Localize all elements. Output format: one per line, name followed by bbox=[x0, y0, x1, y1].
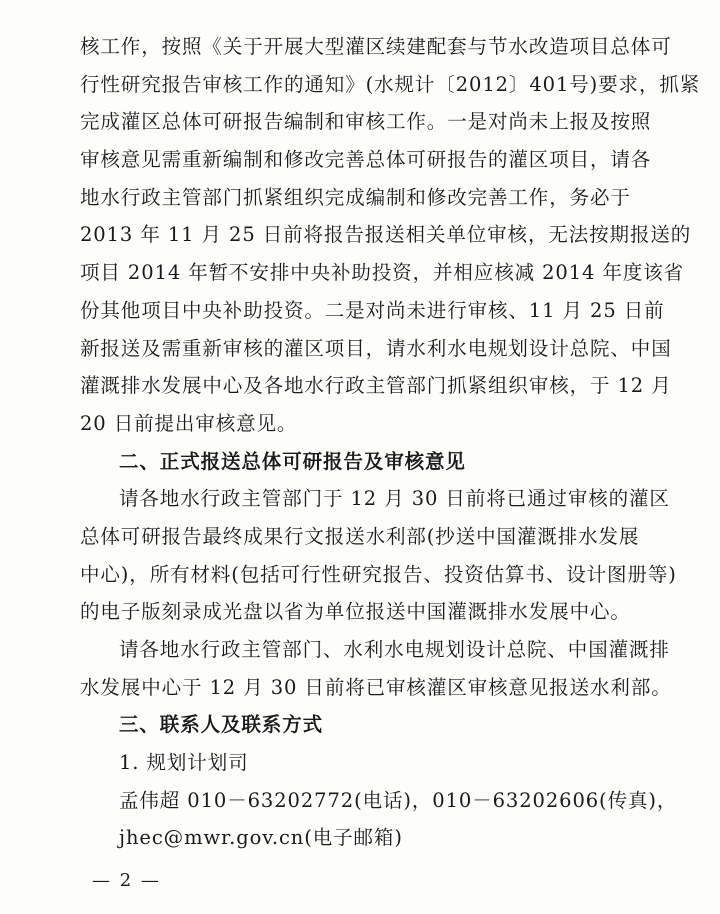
body-text-line: 项目 2014 年暂不安排中央补助投资，并相应核减 2014 年度该省 bbox=[80, 261, 685, 285]
body-text-line: 完成灌区总体可研报告编制和审核工作。一是对尚未上报及按照 bbox=[80, 110, 652, 134]
body-text-line: 核工作，按照《关于开展大型灌区续建配套与节水改造项目总体可 bbox=[80, 35, 672, 58]
body-text-line: 2013 年 11 月 25 日前将报告报送相关单位审核，无法按期报送的 bbox=[80, 223, 692, 247]
section-heading: 二、正式报送总体可研报告及审核意见 bbox=[119, 449, 466, 473]
body-text-line: 地水行政主管部门抓紧组织完成编制和修改完善工作，务必于 bbox=[80, 185, 631, 209]
body-text-line: 审核意见需重新编制和修改完善总体可研报告的灌区项目，请各 bbox=[80, 148, 652, 172]
body-text-line: 总体可研报告最终成果行文报送水利部(抄送中国灌溉排水发展 bbox=[80, 524, 640, 548]
body-text-line: 水发展中心于 12 月 30 日前将已审核灌区审核意见报送水利部。 bbox=[80, 675, 672, 699]
body-text-line: 请各地水行政主管部门、水利水电规划设计总院、中国灌溉排 bbox=[119, 638, 670, 661]
body-text-line: 行性研究报告审核工作的通知》(水规计〔2012〕401号)要求，抓紧 bbox=[80, 72, 701, 96]
page-number: — 2 — bbox=[92, 870, 161, 891]
body-text-line: 请各地水行政主管部门于 12 月 30 日前将已通过审核的灌区 bbox=[119, 487, 670, 511]
document-page bbox=[80, 28, 701, 857]
body-text-line: 份其他项目中央补助投资。二是对尚未进行审核、11 月 25 日前 bbox=[80, 298, 665, 322]
body-text-line: 的电子版刻录成光盘以省为单位报送中国灌溉排水发展中心。 bbox=[80, 600, 631, 624]
section-heading: 三、联系人及联系方式 bbox=[119, 713, 324, 737]
contact-department: 1. 规划计划司 bbox=[119, 751, 249, 775]
body-text-line: 新报送及需重新审核的灌区项目，请水利水电规划设计总院、中国 bbox=[80, 336, 672, 360]
body-text-line: 灌溉排水发展中心及各地水行政主管部门抓紧组织审核，于 12 月 bbox=[80, 374, 672, 398]
body-text-line: 中心)，所有材料(包括可行性研究报告、投资估算书、设计图册等) bbox=[80, 562, 677, 586]
body-text-line: 20 日前提出审核意见。 bbox=[80, 411, 298, 435]
contact-email: jhec@mwr.gov.cn(电子邮箱) bbox=[119, 826, 403, 850]
contact-phone-fax: 孟伟超 010－63202772(电话)，010－63202606(传真)， bbox=[119, 788, 678, 812]
